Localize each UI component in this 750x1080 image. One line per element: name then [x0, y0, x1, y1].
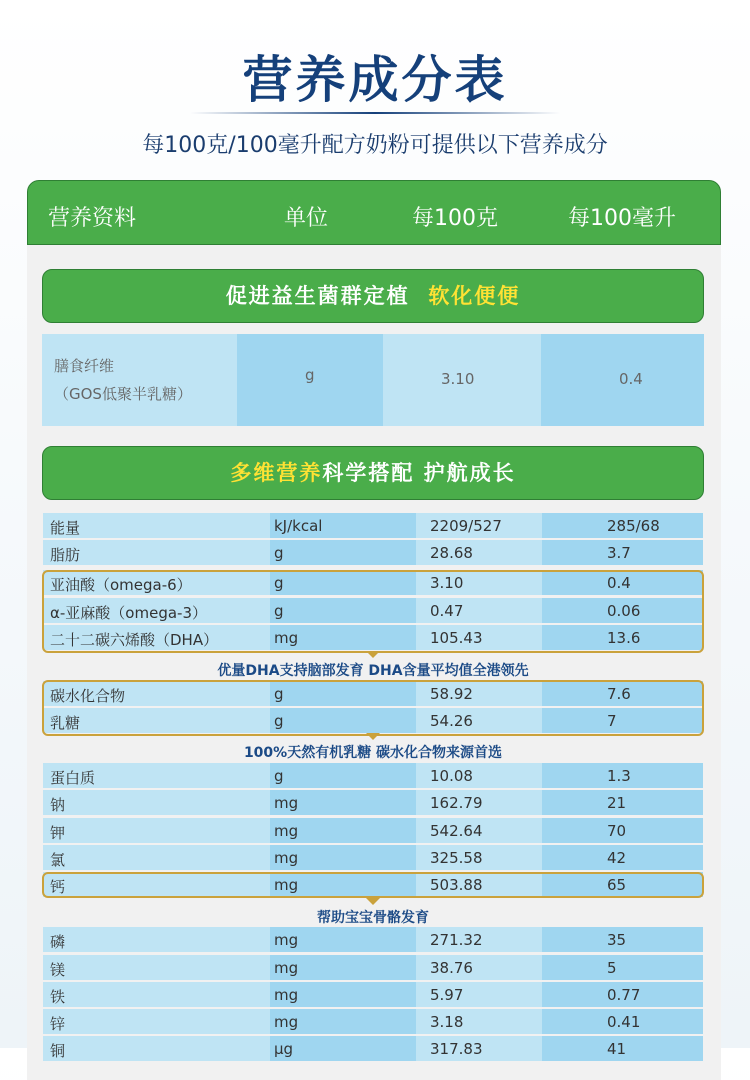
fiber-unit: g	[305, 366, 315, 384]
header-nutrient: 营养资料	[48, 206, 137, 231]
cell-per100g: 542.64	[430, 822, 483, 840]
note-lactose: 100%天然有机乳糖 碳水化合物来源首选	[42, 739, 704, 761]
note-dha: 优量DHA支持脑部发育 DHA含量平均值全港领先	[42, 657, 704, 679]
cell-unit: kJ/kcal	[274, 517, 323, 535]
fiber-subname: （GOS低聚半乳糖）	[54, 385, 192, 403]
table-header	[27, 180, 721, 245]
table-row	[43, 1009, 703, 1034]
cell-unit: g	[274, 574, 284, 592]
cell-per100g: 271.32	[430, 931, 483, 949]
cell-per100ml: 70	[607, 822, 627, 840]
cell-per100g: 3.18	[430, 1013, 464, 1031]
table-row	[43, 540, 703, 565]
cell-per100g: 325.58	[430, 849, 483, 867]
cell-per100g: 5.97	[430, 986, 464, 1004]
cell-per100ml: 1.3	[607, 767, 631, 785]
header-per100ml: 每100毫升	[568, 206, 676, 231]
cell-unit: g	[274, 685, 284, 703]
cell-per100g: 162.79	[430, 794, 483, 812]
title-underline	[190, 112, 560, 114]
cell-name: 乳糖	[50, 714, 81, 732]
nutrition-table	[27, 180, 721, 1080]
banner-main-text: 促进益生菌群定植	[225, 284, 410, 308]
cell-name: 氯	[50, 851, 66, 869]
table-row	[43, 681, 703, 706]
table-row	[43, 818, 703, 843]
fiber-per100g: 3.10	[441, 370, 475, 388]
cell-unit: mg	[274, 822, 299, 840]
table-row	[43, 570, 703, 595]
table-row	[43, 708, 703, 733]
cell-per100g: 54.26	[430, 712, 473, 730]
table-row	[43, 872, 703, 897]
fiber-per100ml: 0.4	[619, 370, 643, 388]
cell-per100ml: 13.6	[607, 629, 641, 647]
cell-unit: mg	[274, 1013, 299, 1031]
table-row	[43, 513, 703, 538]
cell-unit: mg	[274, 986, 299, 1004]
cell-per100g: 503.88	[430, 876, 483, 894]
cell-per100g: 317.83	[430, 1040, 483, 1058]
cell-per100ml: 0.06	[607, 602, 641, 620]
cell-per100ml: 3.7	[607, 544, 631, 562]
cell-unit: μg	[274, 1040, 294, 1058]
table-row	[43, 598, 703, 623]
cell-unit: g	[274, 602, 284, 620]
cell-name: 钾	[50, 824, 66, 842]
note-calcium: 帮助宝宝骨骼发育	[42, 904, 704, 926]
table-row	[43, 955, 703, 980]
cell-name: 碳水化合物	[50, 687, 126, 705]
cell-name: 铁	[50, 988, 66, 1006]
banner-main-text: 科学搭配 护航成长	[322, 461, 516, 485]
cell-per100ml: 0.4	[607, 574, 631, 592]
banner-highlight-text: 多维营养	[230, 461, 323, 485]
cell-per100g: 2209/527	[430, 517, 502, 535]
cell-per100ml: 65	[607, 876, 627, 894]
table-row	[43, 625, 703, 650]
cell-per100ml: 7	[607, 712, 617, 730]
cell-name: 二十二碳六烯酸（DHA）	[50, 631, 219, 649]
header-per100g: 每100克	[412, 206, 498, 231]
table-row	[43, 790, 703, 815]
cell-unit: mg	[274, 959, 299, 977]
fiber-name: 膳食纤维	[54, 357, 115, 375]
banner-highlight-text: 软化便便	[428, 284, 521, 308]
pointer-triangle	[366, 898, 380, 905]
cell-name: 蛋白质	[50, 769, 96, 787]
table-row	[43, 927, 703, 952]
cell-per100g: 58.92	[430, 685, 473, 703]
cell-unit: mg	[274, 629, 299, 647]
pointer-triangle	[366, 651, 380, 658]
cell-name: 钙	[50, 878, 66, 896]
cell-unit: mg	[274, 876, 299, 894]
page-title: 营养成分表	[242, 51, 508, 109]
cell-name: α-亚麻酸（omega-3）	[50, 604, 207, 622]
cell-per100g: 0.47	[430, 602, 464, 620]
fiber-row	[42, 334, 704, 426]
cell-per100ml: 0.41	[607, 1013, 641, 1031]
table-row	[43, 982, 703, 1007]
cell-name: 镁	[50, 961, 66, 979]
cell-name: 钠	[50, 796, 66, 814]
cell-per100ml: 7.6	[607, 685, 631, 703]
cell-name: 铜	[50, 1042, 66, 1060]
page-subtitle: 每100克/100毫升配方奶粉可提供以下营养成分	[142, 133, 608, 158]
cell-per100ml: 41	[607, 1040, 627, 1058]
cell-per100ml: 42	[607, 849, 627, 867]
cell-per100ml: 5	[607, 959, 617, 977]
cell-per100g: 10.08	[430, 767, 473, 785]
cell-per100ml: 21	[607, 794, 627, 812]
cell-per100g: 3.10	[430, 574, 464, 592]
cell-per100g: 38.76	[430, 959, 473, 977]
table-row	[43, 1036, 703, 1061]
cell-name: 锌	[50, 1015, 66, 1033]
cell-unit: g	[274, 544, 284, 562]
section-banner-probiotics	[42, 269, 704, 323]
cell-name: 磷	[50, 933, 66, 951]
cell-name: 脂肪	[50, 546, 81, 564]
cell-unit: mg	[274, 931, 299, 949]
table-row	[43, 763, 703, 788]
cell-unit: g	[274, 767, 284, 785]
table-row	[43, 845, 703, 870]
section-banner-nutrition	[42, 446, 704, 500]
cell-per100ml: 35	[607, 931, 627, 949]
cell-per100g: 28.68	[430, 544, 473, 562]
cell-unit: g	[274, 712, 284, 730]
cell-unit: mg	[274, 849, 299, 867]
cell-name: 亚油酸（omega-6）	[50, 576, 192, 594]
header-unit: 单位	[284, 206, 329, 231]
pointer-triangle	[366, 733, 380, 740]
cell-name: 能量	[50, 519, 81, 537]
cell-unit: mg	[274, 794, 299, 812]
cell-per100g: 105.43	[430, 629, 483, 647]
cell-per100ml: 0.77	[607, 986, 641, 1004]
cell-per100ml: 285/68	[607, 517, 660, 535]
